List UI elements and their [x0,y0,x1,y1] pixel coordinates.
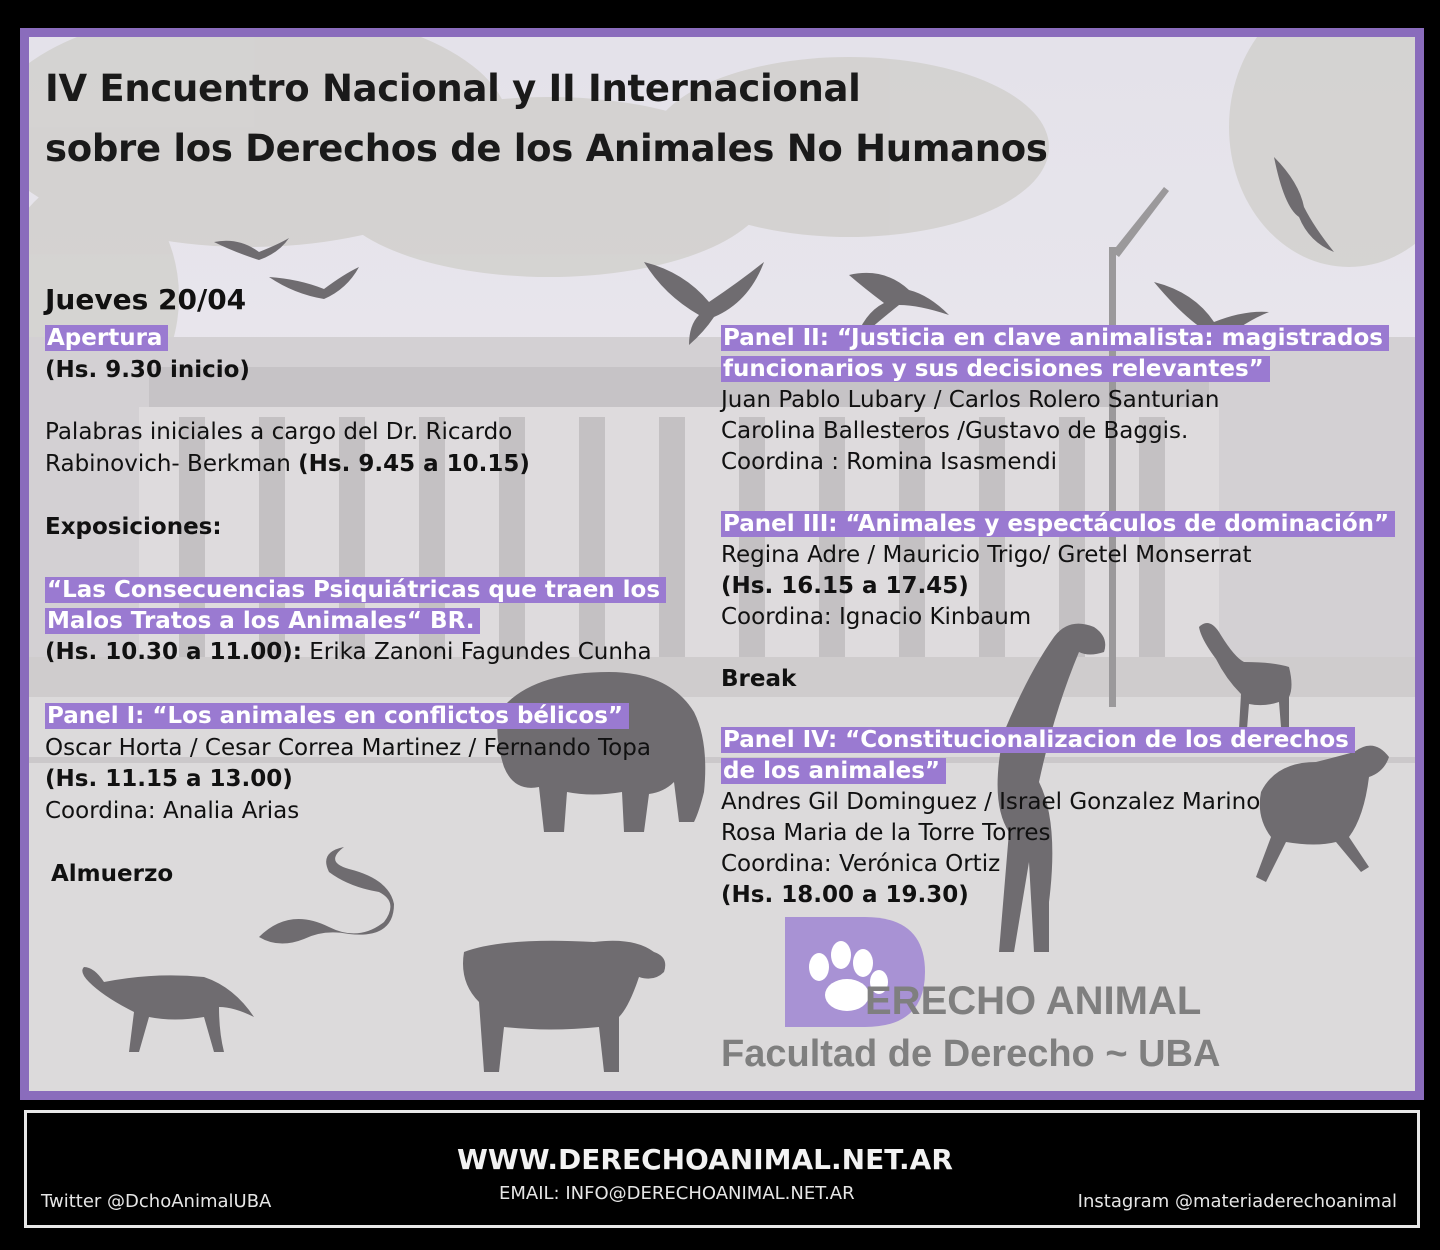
break-label: Break [721,666,797,692]
panel1-speakers: Oscar Horta / Cesar Correa Martinez / Fernando Topa [45,735,651,761]
expo-time: (Hs. 10.30 a 11.00): [45,639,302,665]
panel3-coord: Coordina: Ignacio Kinbaum [721,604,1032,630]
panel2-speakers-line1: Juan Pablo Lubary / Carlos Rolero Santurian [721,387,1220,413]
palabras-line1: Palabras iniciales a cargo del Dr. Ricardo [45,419,513,445]
panel4-speakers-line1: Andres Gil Dominguez / Israel Gonzalez Marino [721,789,1261,815]
day-heading: Jueves 20/04 [45,283,247,316]
almuerzo-label: Almuerzo [51,861,174,887]
exposiciones-label: Exposiciones: [45,514,222,540]
panel3-title-highlight: Panel III: “Animales y espectáculos de dominación” [721,511,1395,537]
palabras-time: (Hs. 9.45 a 10.15) [298,451,530,477]
panel2-speakers-line2: Carolina Ballesteros /Gustavo de Baggis. [721,418,1189,444]
panel1-coord: Coordina: Analia Arias [45,798,300,824]
panel2-title-line1-highlight: Panel II: “Justicia en clave animalista: magistrados [721,325,1389,351]
panel2-title-line2 [721,354,1270,385]
panel4-time: (Hs. 18.00 a 19.30) [721,882,969,908]
logo-subtitle: Facultad de Derecho ~ UBA [721,1033,1221,1075]
panel3-speakers: Regina Adre / Mauricio Trigo/ Gretel Monserrat [721,542,1252,568]
expo-time-speaker [45,637,652,668]
event-title-line2-bold: Animales No Humanos [585,127,1048,170]
footer-website[interactable]: WWW.DERECHOANIMAL.NET.AR [457,1143,953,1176]
event-title-line1: IV Encuentro Nacional y II Internacional [45,67,861,110]
expo-title-line2 [45,606,480,637]
panel2-coord: Coordina : Romina Isasmendi [721,449,1058,475]
panel2-title-line1 [721,323,1389,354]
event-poster [20,28,1424,1100]
expo-title-line1-highlight: “Las Consecuencias Psiquiátricas que traen los [45,577,666,603]
footer-bar [24,1110,1420,1228]
apertura-time: (Hs. 9.30 inicio) [45,357,250,383]
panel4-title-line2-highlight: de los animales” [721,758,946,784]
panel1-time: (Hs. 11.15 a 13.00) [45,766,293,792]
apertura-label [45,323,168,354]
panel3-title [721,509,1395,540]
event-title-line2-normal: sobre los Derechos de los [45,127,586,170]
expo-title-line1 [45,575,666,606]
panel4-speakers-line2: Rosa Maria de la Torre Torres [721,820,1051,846]
panel4-coord: Coordina: Verónica Ortiz [721,851,1001,877]
footer-email[interactable]: EMAIL: INFO@DERECHOANIMAL.NET.AR [499,1183,855,1204]
panel3-time: (Hs. 16.15 a 17.45) [721,573,969,599]
footer-instagram[interactable]: Instagram @materiaderechoanimal [1077,1191,1397,1212]
palabras-speaker: Rabinovich- Berkman [45,451,299,477]
panel4-title-line1 [721,725,1355,756]
panel2-title-line2-highlight: funcionarios y sus decisiones relevantes” [721,356,1270,382]
logo-word-rest: ERECHO ANIMAL [865,979,1202,1023]
panel4-title-line2 [721,756,946,787]
panel1-title-highlight: Panel I: “Los animales en conflictos bélicos” [45,703,629,729]
panel4-title-line1-highlight: Panel IV: “Constitucionalizacion de los derechos [721,727,1355,753]
palabras-line2 [45,449,530,480]
expo-title-line2-highlight: Malos Tratos a los Animales“ BR. [45,608,480,634]
panel1-title [45,701,629,732]
expo-speaker: Erika Zanoni Fagundes Cunha [301,639,652,665]
footer-twitter[interactable]: Twitter @DchoAnimalUBA [41,1191,272,1212]
apertura-highlight: Apertura [45,325,168,351]
logo-wordmark [865,979,1201,1024]
event-title-line2 [45,120,1048,178]
